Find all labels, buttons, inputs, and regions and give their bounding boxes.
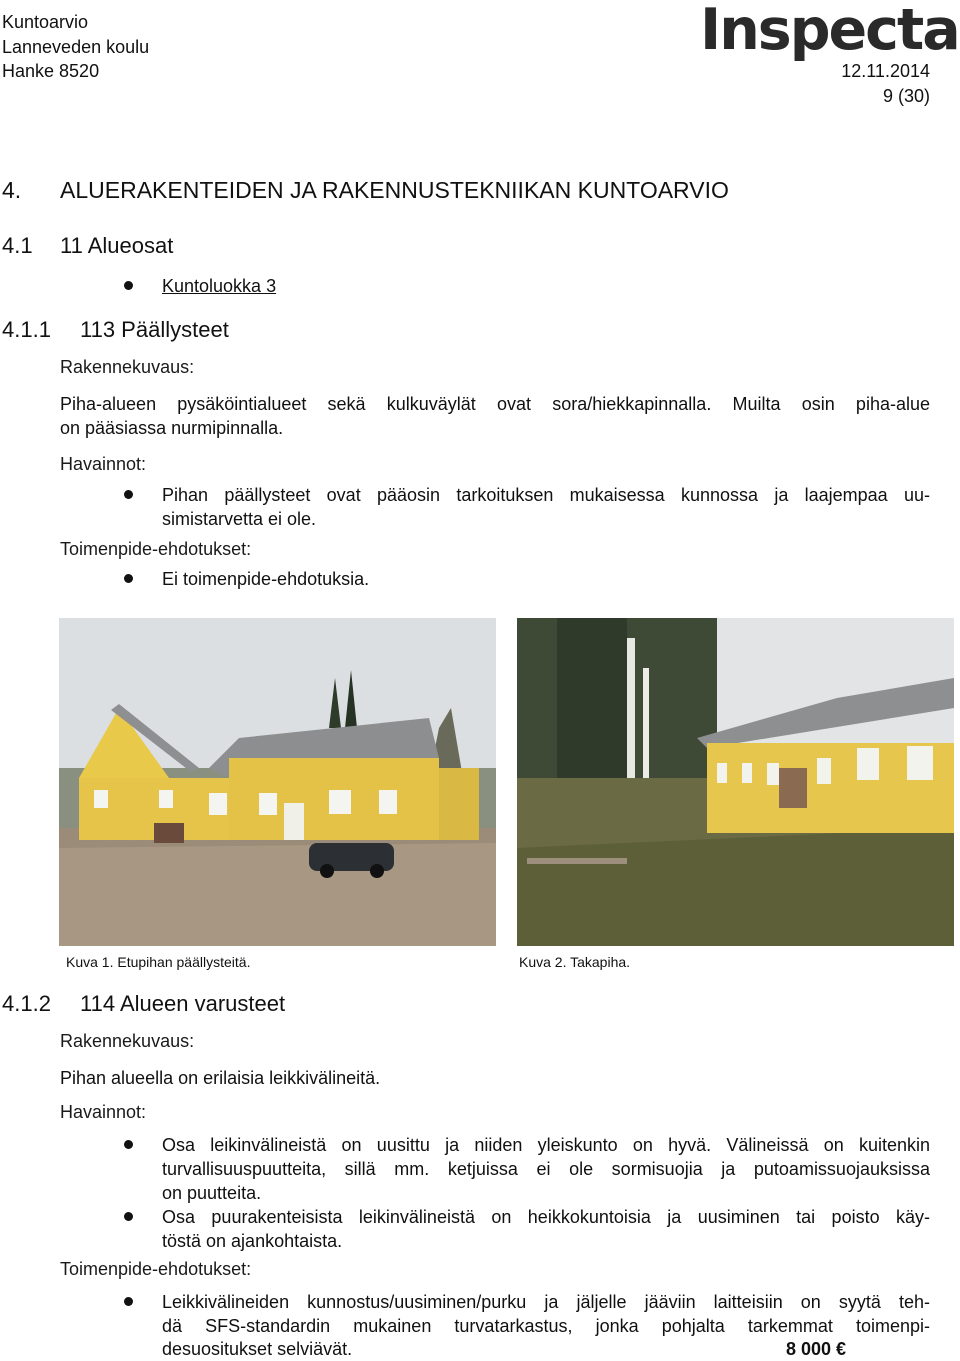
condition-class-link[interactable]: Kuntoluokka 3: [162, 276, 277, 296]
doc-title: Kuntoarvio: [2, 12, 89, 32]
action-line: Leikkivälineiden kunnostus/uusiminen/purku ja jäljelle jääviin laitteisiin on syytä teh-: [162, 1292, 930, 1312]
doc-date: 12.11.2014: [841, 61, 930, 81]
bullet-icon: [124, 490, 133, 499]
bullet-icon: [124, 1297, 133, 1306]
structure-desc-label: Rakennekuvaus:: [60, 1031, 195, 1051]
section-4-title: ALUERAKENTEIDEN JA RAKENNUSTEKNIIKAN KUNTOARVIO: [60, 177, 729, 203]
actions-label: Toimenpide-ehdotukset:: [60, 1259, 252, 1279]
site-name: Lanneveden koulu: [2, 37, 150, 57]
section-4-1-1-title: 113 Päällysteet: [80, 317, 229, 342]
section-4-1-2-number: 4.1.2: [2, 991, 51, 1016]
action-line: desuositukset selviävät.: [162, 1339, 353, 1359]
back-yard-photo: [517, 618, 954, 946]
front-yard-photo: [59, 618, 496, 946]
inspecta-logo: Inspecta: [700, 0, 959, 63]
project-number: Hanke 8520: [2, 61, 100, 81]
bullet-icon: [124, 574, 133, 583]
observation-line: Osa leikinvälineistä on uusittu ja niiden yleiskunto on hyvä. Välineissä on kuitenkin: [162, 1135, 930, 1155]
section-4-1-number: 4.1: [2, 233, 33, 258]
photo-caption-2: Kuva 2. Takapiha.: [519, 954, 631, 970]
observation-line: simistarvetta ei ole.: [162, 509, 317, 529]
bullet-icon: [124, 1140, 133, 1149]
actions-label: Toimenpide-ehdotukset:: [60, 539, 252, 559]
page-number: 9 (30): [882, 86, 930, 106]
structure-desc-line: Piha-alueen pysäköintialueet sekä kulkuväylät ovat sora/hiekkapinnalla. Muilta osin piha-alue: [60, 394, 930, 414]
cost-estimate: 8 000 €: [786, 1339, 847, 1359]
observation-line: Pihan päällysteet ovat pääosin tarkoituksen mukaisessa kunnossa ja laajempaa uu-: [162, 485, 930, 505]
photo-caption-1: Kuva 1. Etupihan päällysteitä.: [66, 954, 251, 970]
section-4-1-title: 11 Alueosat: [60, 233, 174, 258]
observation-line: töstä on ajankohtaista.: [162, 1231, 343, 1251]
observation-line: Osa puurakenteisista leikinvälineistä on heikkokuntoisia ja uusiminen tai poisto käy-: [162, 1207, 930, 1227]
observation-line: turvallisuuspuutteita, sillä mm. ketjuissa ei ole sormisuojia ja putoamissuojauksissa: [162, 1159, 930, 1179]
bullet-icon: [124, 1212, 133, 1221]
bullet-icon: [124, 281, 133, 290]
observations-label: Havainnot:: [60, 1102, 147, 1122]
structure-desc-label: Rakennekuvaus:: [60, 357, 195, 377]
structure-desc-line: on pääsiassa nurmipinnalla.: [60, 418, 284, 438]
action-text: Ei toimenpide-ehdotuksia.: [162, 569, 370, 589]
action-line: dä SFS-standardin mukainen turvatarkastus, jonka pohjalta tarkemmat toimenpi-: [162, 1316, 930, 1336]
observation-line: on puutteita.: [162, 1183, 262, 1203]
section-4-number: 4.: [2, 177, 22, 203]
section-4-1-1-number: 4.1.1: [2, 317, 51, 342]
section-4-1-2-title: 114 Alueen varusteet: [80, 991, 286, 1016]
observations-label: Havainnot:: [60, 454, 147, 474]
structure-desc-text: Pihan alueella on erilaisia leikkivälineitä.: [60, 1068, 381, 1088]
